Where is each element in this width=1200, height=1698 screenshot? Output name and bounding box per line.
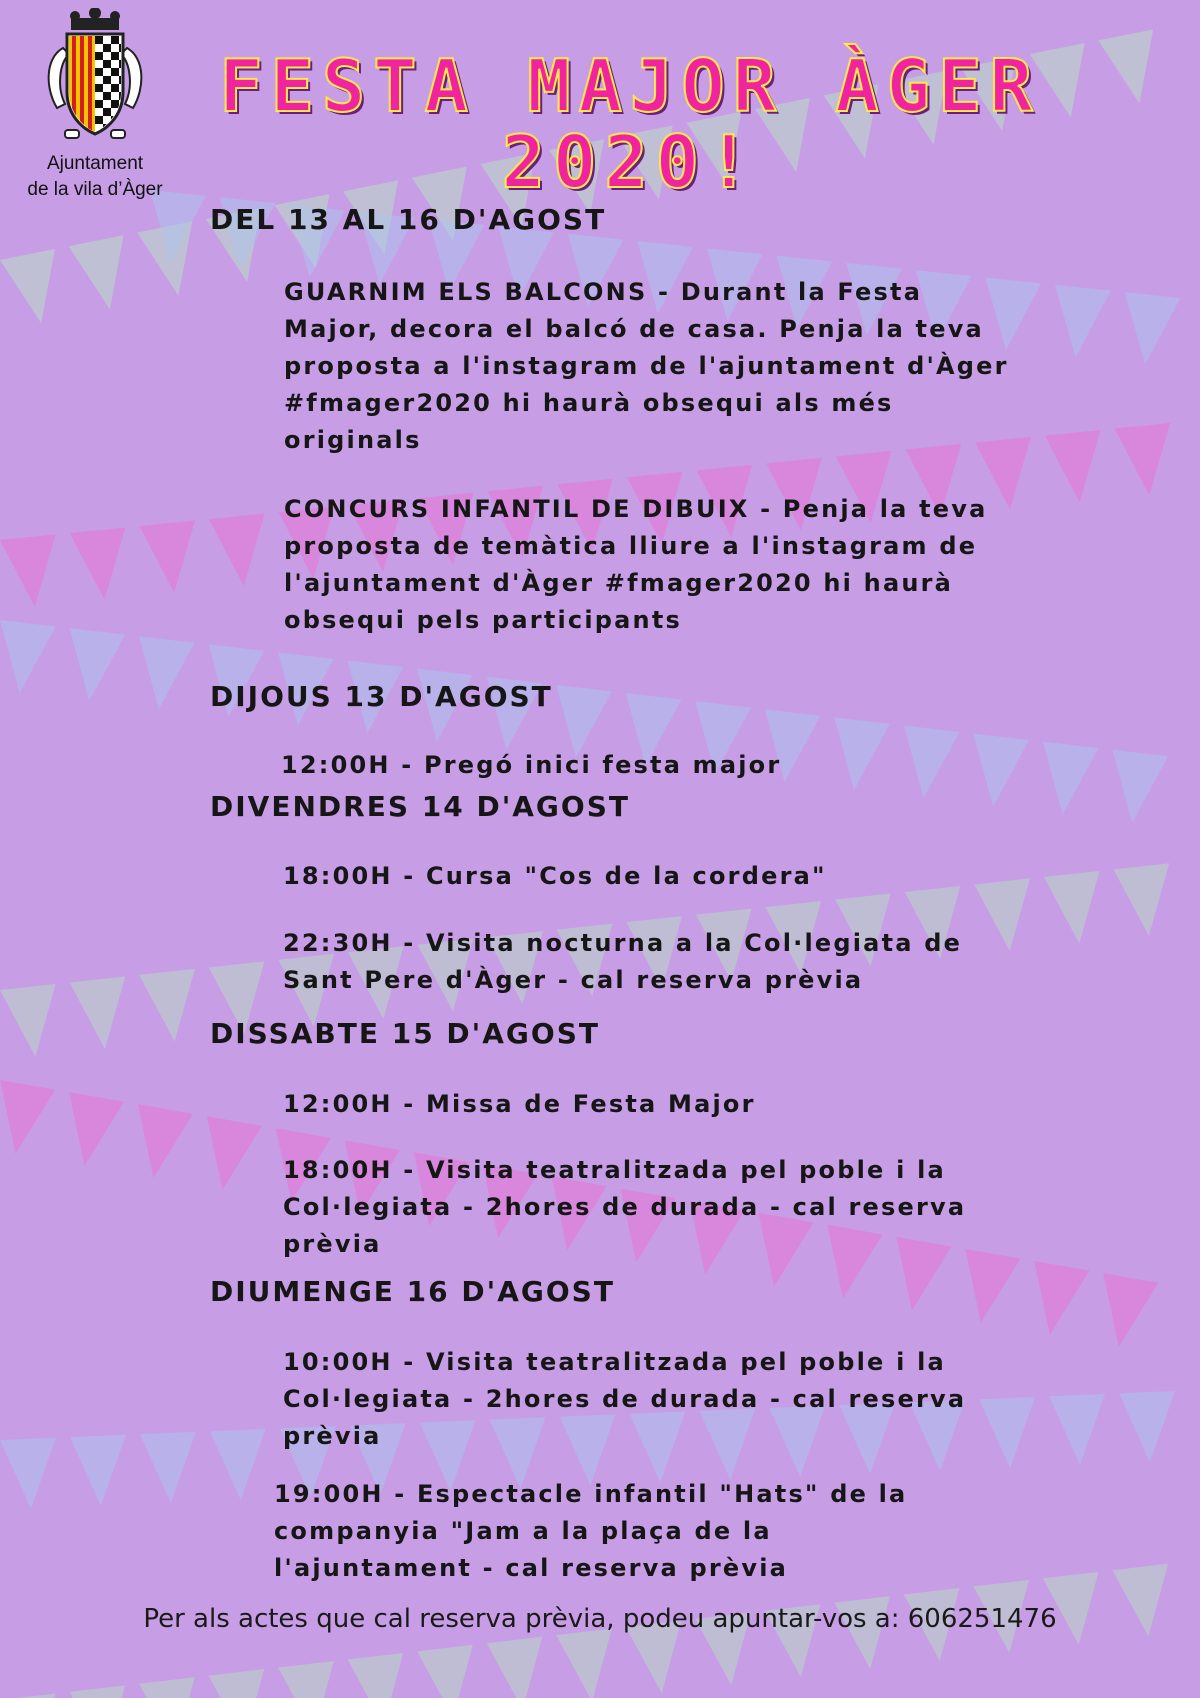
- bunting-flag: [138, 1104, 193, 1178]
- event-item: 12:00H - Pregó inici festa major: [281, 751, 782, 779]
- bunting-flag: [1098, 29, 1153, 103]
- bunting-flag: [979, 1397, 1035, 1468]
- section-heading: DISSABTE 15 D'AGOST: [210, 1017, 600, 1050]
- bunting-flag: [556, 1629, 612, 1698]
- bunting-flag: [1034, 1261, 1089, 1335]
- bunting-flag: [0, 620, 56, 693]
- bunting-flag: [417, 1645, 473, 1698]
- bunting-flag: [0, 1438, 56, 1509]
- bunting-flag: [139, 1677, 195, 1698]
- bunting-flag: [348, 1653, 404, 1698]
- bunting-flag: [70, 1685, 126, 1698]
- bunting-flag: [1043, 742, 1099, 815]
- bunting-flag: [139, 969, 195, 1042]
- bunting-flag: [1112, 750, 1168, 823]
- bunting-flag: [278, 1661, 334, 1698]
- bunting-flag: [70, 976, 126, 1049]
- bunting-flag: [1103, 1273, 1158, 1347]
- bunting-flag: [207, 1116, 262, 1190]
- municipal-logo: [10, 8, 180, 200]
- event-item: 18:00H - Visita teatralitzada pel poble i la Col·legiata - 2hores de durada - cal reserva prèvia: [283, 1156, 967, 1258]
- section-heading: DEL 13 AL 16 D'AGOST: [210, 203, 607, 236]
- bunting-flag: [70, 1435, 126, 1506]
- bunting-flag: [0, 984, 56, 1057]
- section-heading: DIVENDRES 14 D'AGOST: [210, 790, 630, 823]
- event-item: 10:00H - Visita teatralitzada pel poble i la Col·legiata - 2hores de durada - cal reserva prèvia: [283, 1348, 967, 1450]
- bunting-flag: [1049, 1394, 1105, 1465]
- bunting-flag: [1113, 863, 1169, 936]
- event-item: 19:00H - Espectacle infantil "Hats" de la companyia "Jam a la plaça de la l'ajuntament - cal reserva prèvia: [274, 1480, 908, 1582]
- bunting-flag: [0, 1080, 55, 1154]
- reservation-footer: Per als actes que cal reserva prèvia, podeu apuntar-vos a: 606251476: [143, 1604, 1057, 1634]
- bunting-flag: [1114, 423, 1170, 495]
- bunting-flag: [69, 1092, 124, 1166]
- coat-of-arms-icon: [35, 8, 155, 148]
- event-item: CONCURS INFANTIL DE DIBUIX - Penja la teva proposta de temàtica lliure a l'instagram de l'ajuntament d'Àger #fmager2020 hi haurà obsequi pels participants: [284, 495, 988, 634]
- section-heading: DIUMENGE 16 D'AGOST: [210, 1275, 615, 1308]
- bunting-flag: [1055, 285, 1111, 358]
- logo-caption-line1: Ajuntament: [46, 153, 144, 174]
- section-heading: DIJOUS 13 D'AGOST: [210, 680, 553, 713]
- event-item: 12:00H - Missa de Festa Major: [283, 1090, 756, 1118]
- event-item: GUARNIM ELS BALCONS - Durant la Festa Major, decora el balcó de casa. Penja la teva proposta a l'instagram de l'ajuntament d'Àger #fmager2020 hi haurà obsequi als més originals: [284, 278, 1009, 454]
- bunting-flag: [209, 1669, 265, 1698]
- bunting-flag: [139, 520, 195, 592]
- bunting-flag: [69, 235, 124, 309]
- bunting-flag: [1125, 292, 1181, 365]
- bunting-flag: [0, 534, 56, 606]
- bunting-flag: [139, 636, 195, 709]
- bunting-flag: [0, 1694, 56, 1698]
- bunting-flag: [487, 1637, 543, 1698]
- bunting-flag: [1045, 430, 1101, 502]
- bunting-flag: [1119, 1391, 1175, 1462]
- bunting-flag: [140, 1432, 196, 1503]
- event-item: 22:30H - Visita nocturna a la Col·legiata de Sant Pere d'Àger - cal reserva prèvia: [283, 929, 963, 994]
- bunting-flag: [70, 628, 126, 701]
- title-line1: FESTA MAJOR ÀGER: [219, 44, 1041, 128]
- event-item: 18:00H - Cursa "Cos de la cordera": [283, 862, 827, 890]
- bunting-flag: [0, 249, 55, 323]
- title-line2: 2020!: [501, 120, 759, 204]
- bunting-flag: [210, 1429, 266, 1500]
- bunting-flag: [1044, 871, 1100, 944]
- page-title: [200, 44, 1060, 204]
- bunting-flag: [965, 1249, 1020, 1323]
- bunting-flag: [70, 527, 126, 599]
- bunting-flag: [209, 514, 265, 586]
- logo-caption-line2: de la vila d’Àger: [27, 179, 163, 200]
